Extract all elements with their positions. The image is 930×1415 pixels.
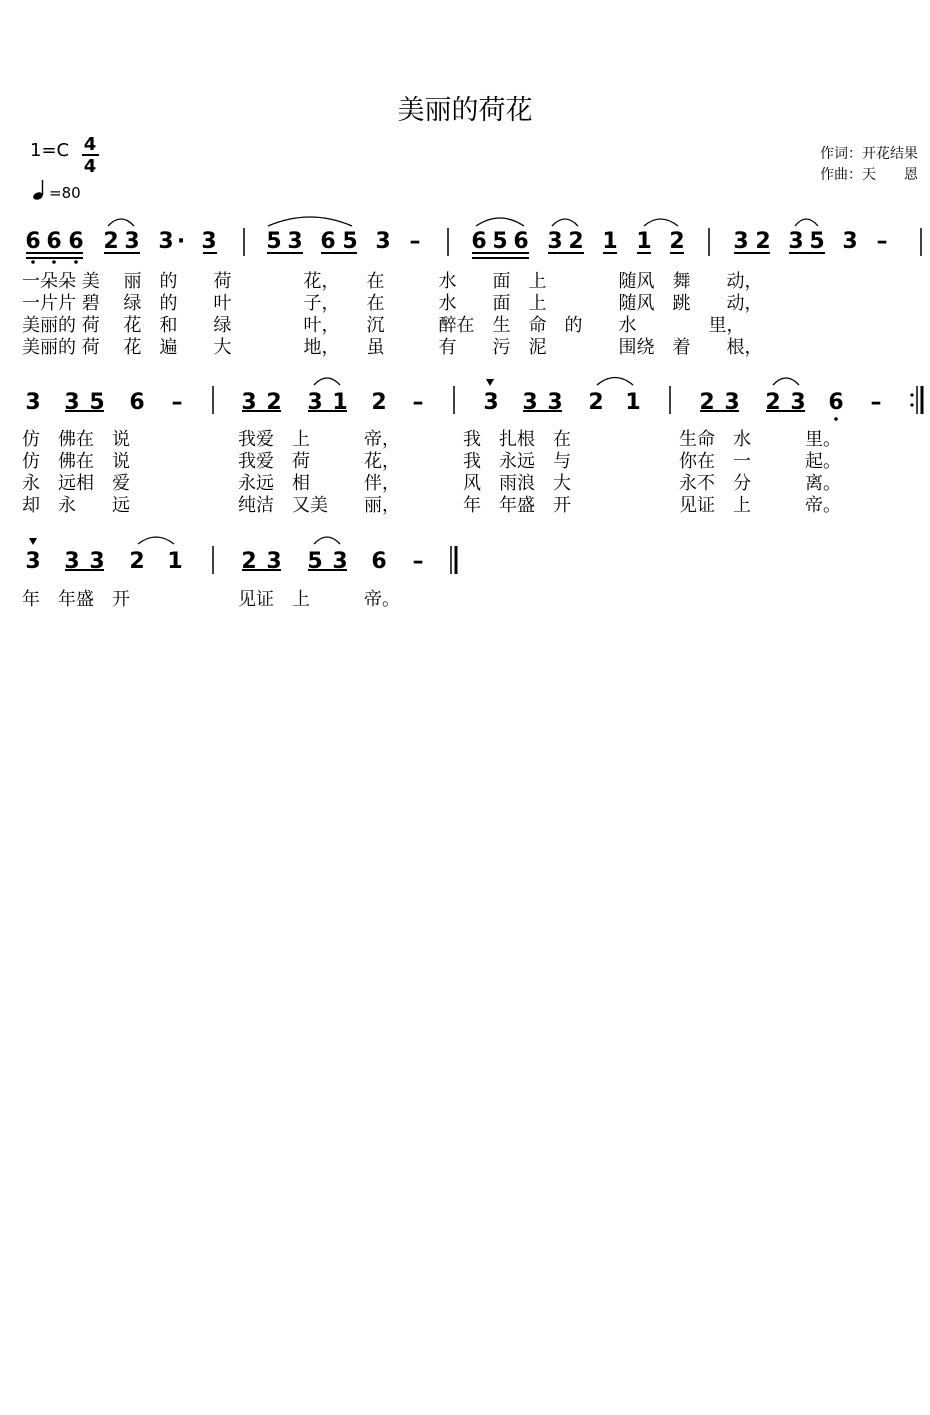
note-s2-3: 5	[89, 390, 105, 415]
note-s2-12: 3	[483, 390, 499, 415]
note-s2-4: 6	[129, 390, 145, 415]
note-s1-3: 6	[68, 229, 84, 254]
composer-credit: 作曲：天 恩	[820, 167, 918, 183]
note-s3-5: 1	[167, 549, 183, 574]
note-s1-13: 3	[375, 229, 391, 254]
note-s1-21: 1	[636, 229, 652, 254]
lyric-line-s3-1: 年 年盛 开 见证 上 帝。	[22, 589, 400, 610]
note-s1-18: 3	[547, 229, 563, 254]
note-s2-9: 1	[332, 390, 348, 415]
key-label: 1=C	[30, 140, 70, 161]
note-s1-26: 5	[809, 229, 825, 254]
note-s2-7: 2	[266, 390, 282, 415]
lyric-line-s1-3: 美丽的 荷 花 和 绿 叶， 沉 醉在 生 命 的 水 里，	[22, 315, 745, 336]
note-s1-24: 2	[755, 229, 771, 254]
note-s2-1: 3	[25, 390, 41, 415]
note-s1-20: 1	[602, 229, 618, 254]
note-s1-6: 3	[158, 229, 174, 254]
lyricist-credit: 作词：开花结果	[820, 146, 918, 162]
note-s1-8: 3	[201, 229, 217, 254]
note-s1-15: 6	[471, 229, 487, 254]
lyric-line-s1-2: 一片片 碧 绿 的 叶 子， 在 水 面 上 随风 跳 动，	[22, 293, 763, 314]
note-s1-12: 5	[342, 229, 358, 254]
note-s2-10: 2	[371, 390, 387, 415]
note-s2-20: 3	[790, 390, 806, 415]
note-s2-15: 2	[588, 390, 604, 415]
system-3-marks	[29, 538, 37, 545]
note-s1-4: 2	[103, 229, 119, 254]
system-3-decor	[65, 537, 456, 574]
note-s1-7: ·	[176, 229, 186, 254]
note-s2-21: 6	[828, 390, 844, 415]
note-s3-3: 3	[89, 549, 105, 574]
note-s1-25: 3	[788, 229, 804, 254]
note-s2-19: 2	[765, 390, 781, 415]
note-s3-10: 6	[371, 549, 387, 574]
note-s1-28: –	[876, 229, 888, 254]
lyric-line-s2-4: 却 永 远 纯洁 又美 丽， 年 年盛 开 见证 上 帝。	[22, 495, 841, 516]
note-s2-2: 3	[64, 390, 80, 415]
note-s1-9: 5	[266, 229, 282, 254]
note-s3-11: –	[412, 549, 424, 574]
note-s1-1: 6	[25, 229, 41, 254]
note-s1-5: 3	[124, 229, 140, 254]
note-s2-6: 3	[241, 390, 257, 415]
note-s1-11: 6	[320, 229, 336, 254]
note-s1-22: 2	[669, 229, 685, 254]
note-s2-5: –	[171, 390, 183, 415]
note-s2-13: 3	[522, 390, 538, 415]
note-s1-23: 3	[733, 229, 749, 254]
note-s2-17: 2	[699, 390, 715, 415]
note-s3-4: 2	[129, 549, 145, 574]
note-s3-2: 3	[64, 549, 80, 574]
note-s2-11: –	[412, 390, 424, 415]
lyric-line-s1-1: 一朵朵 美 丽 的 荷 花， 在 水 面 上 随风 舞 动，	[22, 271, 763, 292]
note-s1-27: 3	[842, 229, 858, 254]
system-1-dots	[31, 260, 78, 264]
note-s3-7: 3	[266, 549, 282, 574]
note-s2-16: 1	[625, 390, 641, 415]
tempo-value: =80	[49, 184, 81, 202]
note-s3-1: 3	[25, 549, 41, 574]
note-s2-18: 3	[724, 390, 740, 415]
note-s2-8: 3	[307, 390, 323, 415]
note-s1-16: 5	[492, 229, 508, 254]
note-s1-10: 3	[287, 229, 303, 254]
note-s3-9: 3	[332, 549, 348, 574]
note-s1-14: –	[409, 229, 421, 254]
note-s1-17: 6	[513, 229, 529, 254]
note-s3-6: 2	[241, 549, 257, 574]
note-s1-2: 6	[46, 229, 62, 254]
time-sig-bottom: 4	[83, 156, 97, 177]
lyric-line-s2-2: 仿 佛在 说 我爱 荷 花， 我 永远 与 你在 一 起。	[22, 451, 841, 472]
lyric-line-s2-3: 永 远相 爱 永远 相 伴， 风 雨浪 大 永不 分 离。	[22, 473, 841, 494]
note-s2-22: –	[870, 390, 882, 415]
note-s2-14: 3	[547, 390, 563, 415]
time-sig-top: 4	[83, 134, 97, 155]
note-s1-19: 2	[568, 229, 584, 254]
song-title: 美丽的荷花	[397, 95, 533, 126]
note-s3-8: 5	[307, 549, 323, 574]
lyric-line-s2-1: 仿 佛在 说 我爱 上 帝， 我 扎根 在 生命 水 里。	[22, 429, 841, 450]
lyrics-layer	[22, 271, 844, 610]
lyric-line-s1-4: 美丽的 荷 花 遍 大 地， 虽 有 污 泥 围绕 着 根，	[22, 337, 763, 358]
